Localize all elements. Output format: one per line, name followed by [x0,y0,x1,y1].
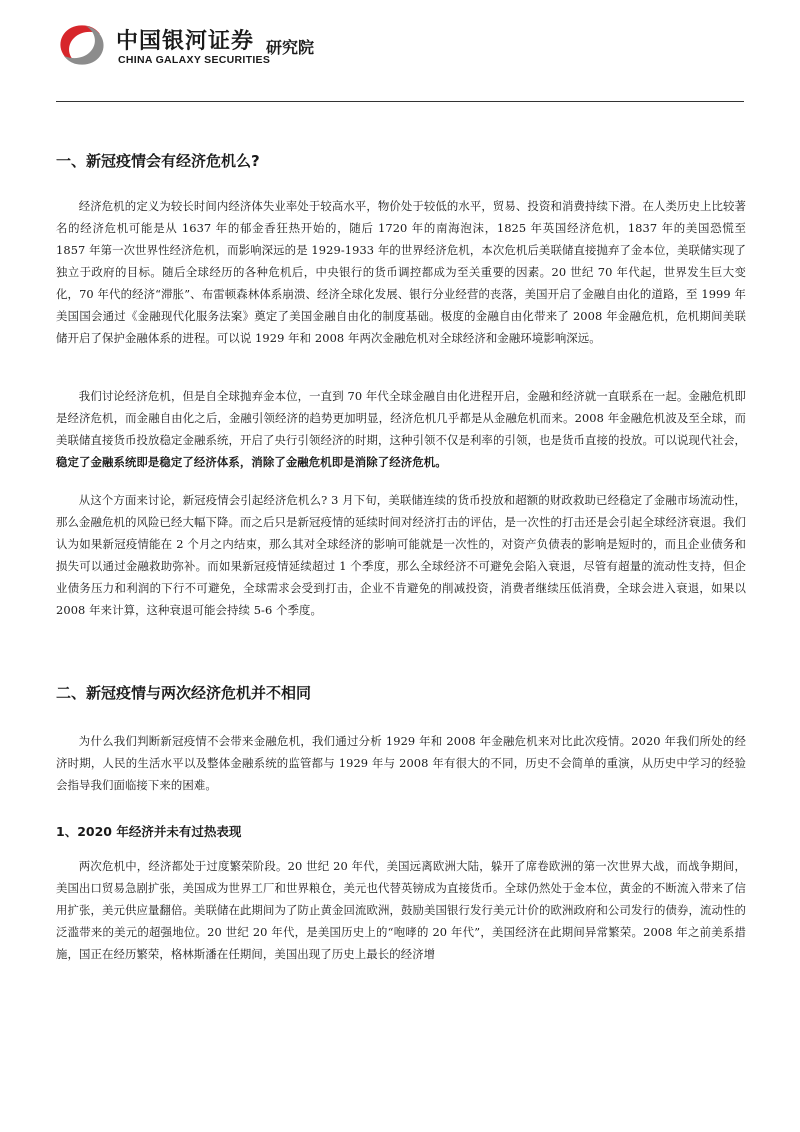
galaxy-logo-icon [54,20,110,70]
paragraph-2-emphasis: 稳定了金融系统即是稳定了经济体系，消除了金融危机即是消除了经济危机。 [56,455,447,469]
paragraph-4: 为什么我们判断新冠疫情不会带来金融危机，我们通过分析 1929 年和 2008 年金融危机来对比此次疫情。2020 年我们所处的经济时期，人民的生活水平以及整体金融系统的监管都与 1929 年与 2008 年有很大的不同，历史不会简单的重演，从历史中学习的经验会指导我们面临接下来的困难。 [56,734,746,792]
header-divider [56,101,744,102]
company-name-cn: 中国银河证券 [116,29,255,54]
page-header [0,0,800,104]
paragraph-2-text: 我们讨论经济危机，但是自全球抛弃金本位，一直到 70 年代全球金融自由化进程开启，金融和经济就一直联系在一起。金融危机即是经济危机，而金融自由化之后，金融引领经济的趋势更加明显，经济危机几乎都是从金融危机而来。2008 年金融危机波及至全球，而美联储直接货币投放稳定金融系统，开启了央行引领经济的时期，这种引领不仅是利率的引领，也是货币直接的投放。可以说现代社会， [56,389,746,447]
paragraph-3: 从这个方面来讨论，新冠疫情会引起经济危机么? 3 月下旬，美联储连续的货币投放和超额的财政救助已经稳定了金融市场流动性，那么金融危机的风险已经大幅下降。而之后只是新冠疫情的延续时间对经济打击的评估，是一次性的打击还是会引起全球经济衰退。我们认为如果新冠疫情能在 2 个月之内结束，那么其对全球经济的影响可能就是一次性的，对资产负债表的影响是短时的，而且企业债务和损失可以通过金融救助弥补。而如果新冠疫情延续超过 1 个季度，那么全球经济不可避免会陷入衰退，尽管有超量的流动性支持，但企业债务压力和利润的下行不可避免，全球需求会受到打击，企业不肯避免的削减投资，消费者继续压低消费，全球会进入衰退，如果以 2008 年来计算，这种衰退可能会持续 5-6 个季度。 [56,493,746,617]
paragraph-2 [56,385,746,473]
section-title-2: 二、新冠疫情与两次经济危机并不相同 [56,684,312,702]
paragraph-1: 经济危机的定义为较长时间内经济体失业率处于较高水平，物价处于较低的水平，贸易、投资和消费持续下滑。在人类历史上比较著名的经济危机可能是从 1637 年的郁金香狂热开始的，随后 1720 年的南海泡沫，1825 年英国经济危机，1837 年的美国恐慌至 1857 年第一次世界性经济危机，而影响深远的是 1929-1933 年的世界经济危机，本次危机后美联储直接抛弃了金本位，美联储实现了独立于政府的目标。随后全球经历的各种危机后，中央银行的货币调控都成为至关重要的因素。20 世纪 70 年代起，世界发生巨大变化，70 年代的经济“滞胀”、布雷顿森林体系崩溃、经济全球化发展、银行分业经营的丧落，美国开启了金融自由化的道路，至 1999 年美国国会通过《金融现代化服务法案》奠定了美国金融自由化的制度基础。极度的金融自由化带来了 2008 年金融危机，危机期间美联储开启了保护金融体系的进程。可以说 1929 年和 2008 年两次金融危机对全球经济和金融环境影响深远。 [56,199,746,345]
subsection-title-1: 1、2020 年经济并未有过热表现 [56,824,242,839]
paragraph-5: 两次危机中，经济都处于过度繁荣阶段。20 世纪 20 年代，美国远离欧洲大陆，躲开了席卷欧洲的第一次世界大战，而战争期间，美国出口贸易急剧扩张，美国成为世界工厂和世界粮仓，美元也代替英镑成为直接货币。全球仍然处于金本位，黄金的不断流入带来了信用扩张，美元供应量翻倍。美联储在此期间为了防止黄金回流欧洲，鼓励美国银行发行美元计价的欧洲政府和公司发行的债券，流动性的泛滥带来的美元的超强地位。20 世纪 20 年代，是美国历史上的“咆哮的 20 年代”，美国经济在此期间异常繁荣。2008 年之前美系措施，国正在经历繁荣，格林斯潘在任期间，美国出现了历史上最长的经济增 [56,859,746,961]
section-title-1: 一、新冠疫情会有经济危机么? [56,152,260,170]
company-name-en: CHINA GALAXY SECURITIES [118,54,271,66]
department-name: 研究院 [266,38,315,57]
